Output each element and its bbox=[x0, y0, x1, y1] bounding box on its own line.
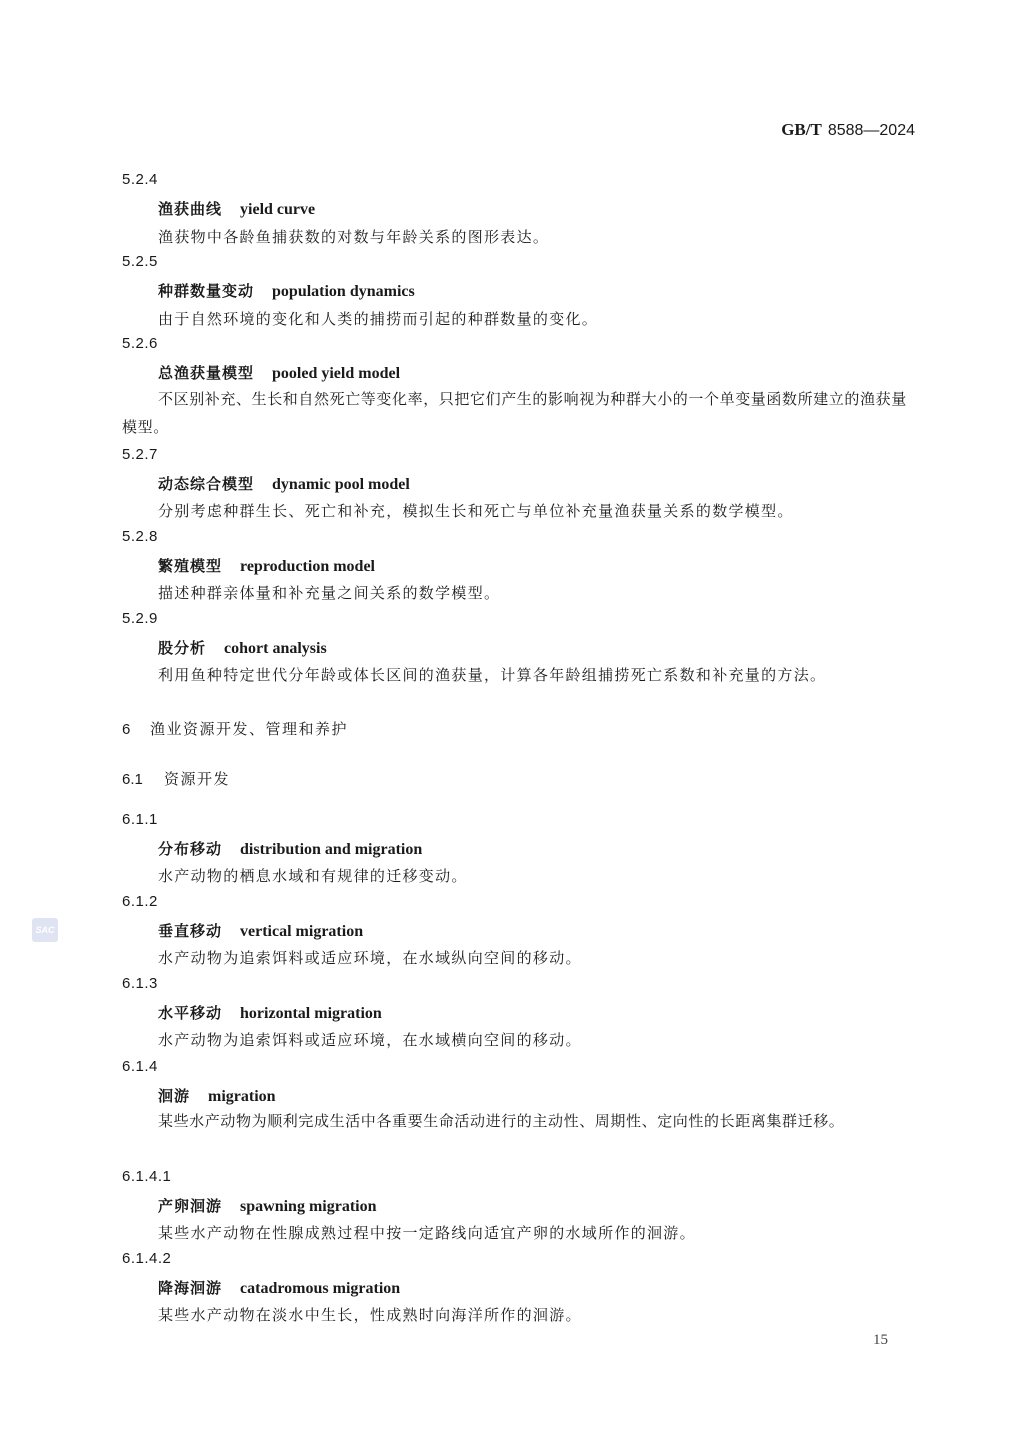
section-heading-6-1 bbox=[122, 768, 230, 789]
term-en: spawning migration bbox=[240, 1198, 377, 1215]
clause-number: 6.1.4.1 bbox=[122, 1168, 172, 1185]
term-definition: 某些水产动物在性腺成熟过程中按一定路线向适宜产卵的水域所作的洄游。 bbox=[158, 1224, 696, 1242]
term-zh: 总渔获量模型 bbox=[158, 364, 255, 382]
term-en: distribution and migration bbox=[240, 841, 423, 858]
term-en: population dynamics bbox=[272, 283, 415, 300]
term-heading bbox=[158, 280, 415, 301]
clause-number: 5.2.5 bbox=[122, 253, 158, 270]
term-heading bbox=[158, 473, 410, 494]
term-zh: 种群数量变动 bbox=[158, 282, 255, 300]
term-zh: 分布移动 bbox=[158, 840, 223, 858]
term-definition: 某些水产动物为顺利完成生活中各重要生命活动进行的主动性、周期性、定向性的长距离集群迁移。 bbox=[158, 1112, 845, 1130]
clause-number: 5.2.7 bbox=[122, 446, 158, 463]
term-heading bbox=[158, 920, 363, 941]
term-definition: 水产动物为追索饵料或适应环境，在水域横向空间的移动。 bbox=[158, 1031, 582, 1049]
section-title: 渔业资源开发、管理和养护 bbox=[150, 720, 349, 738]
term-en: migration bbox=[208, 1088, 276, 1105]
term-heading bbox=[158, 1195, 376, 1216]
term-en: pooled yield model bbox=[272, 365, 401, 382]
page-number: 15 bbox=[873, 1332, 888, 1348]
clause-number: 5.2.6 bbox=[122, 335, 158, 352]
term-zh: 降海洄游 bbox=[158, 1279, 223, 1297]
term-zh: 动态综合模型 bbox=[158, 475, 255, 493]
term-zh: 繁殖模型 bbox=[158, 557, 223, 575]
standard-prefix: GB/T bbox=[781, 120, 822, 139]
term-definition: 渔获物中各龄鱼捕获数的对数与年龄关系的图形表达。 bbox=[158, 228, 550, 246]
clause-number: 6.1.1 bbox=[122, 811, 158, 828]
term-en: catadromous migration bbox=[240, 1280, 401, 1297]
standard-number: 8588—2024 bbox=[827, 122, 915, 139]
section-number: 6.1 bbox=[122, 771, 143, 788]
clause-number: 6.1.3 bbox=[122, 975, 158, 992]
clause-number: 5.2.8 bbox=[122, 528, 158, 545]
term-en: horizontal migration bbox=[240, 1005, 382, 1022]
term-en: vertical migration bbox=[240, 923, 364, 940]
term-zh: 产卵洄游 bbox=[158, 1197, 223, 1215]
term-heading bbox=[158, 1277, 400, 1298]
term-zh: 洄游 bbox=[158, 1087, 191, 1105]
term-definition: 利用鱼种特定世代分年龄或体长区间的渔获量，计算各年龄组捕捞死亡系数和补充量的方法。 bbox=[158, 666, 827, 684]
term-heading bbox=[158, 555, 375, 576]
section-title: 资源开发 bbox=[164, 770, 231, 788]
sac-watermark-logo: SAC bbox=[32, 918, 58, 942]
term-definition: 分别考虑种群生长、死亡和补充，模拟生长和死亡与单位补充量渔获量关系的数学模型。 bbox=[158, 502, 794, 520]
term-en: reproduction model bbox=[240, 558, 375, 575]
term-zh: 水平移动 bbox=[158, 1004, 223, 1022]
term-zh: 垂直移动 bbox=[158, 922, 223, 940]
clause-number: 6.1.2 bbox=[122, 893, 158, 910]
clause-number: 5.2.4 bbox=[122, 171, 158, 188]
term-definition: 描述种群亲体量和补充量之间关系的数学模型。 bbox=[158, 584, 501, 602]
clause-number: 6.1.4.2 bbox=[122, 1250, 172, 1267]
term-heading bbox=[158, 637, 327, 658]
term-zh: 渔获曲线 bbox=[158, 200, 223, 218]
standard-code-header bbox=[781, 120, 915, 140]
section-number: 6 bbox=[122, 721, 131, 738]
term-heading bbox=[158, 838, 422, 859]
term-definition: 不区别补充、生长和自然死亡等变化率，只把它们产生的影响视为种群大小的一个单变量函数所建立的渔获量模型。 bbox=[122, 390, 907, 436]
term-definition: 某些水产动物在淡水中生长，性成熟时向海洋所作的洄游。 bbox=[158, 1306, 582, 1324]
term-zh: 股分析 bbox=[158, 639, 207, 657]
term-en: cohort analysis bbox=[224, 640, 327, 657]
section-heading-6 bbox=[122, 718, 348, 739]
term-en: yield curve bbox=[240, 201, 316, 218]
term-definition: 由于自然环境的变化和人类的捕捞而引起的种群数量的变化。 bbox=[158, 310, 599, 328]
term-en: dynamic pool model bbox=[272, 476, 410, 493]
clause-number: 5.2.9 bbox=[122, 610, 158, 627]
clause-number: 6.1.4 bbox=[122, 1058, 158, 1075]
term-definition: 水产动物的栖息水域和有规律的迁移变动。 bbox=[158, 867, 468, 885]
term-heading bbox=[158, 362, 400, 383]
term-definition: 水产动物为追索饵料或适应环境，在水域纵向空间的移动。 bbox=[158, 949, 582, 967]
term-heading bbox=[158, 1085, 276, 1106]
term-heading bbox=[158, 1002, 382, 1023]
term-heading bbox=[158, 198, 315, 219]
